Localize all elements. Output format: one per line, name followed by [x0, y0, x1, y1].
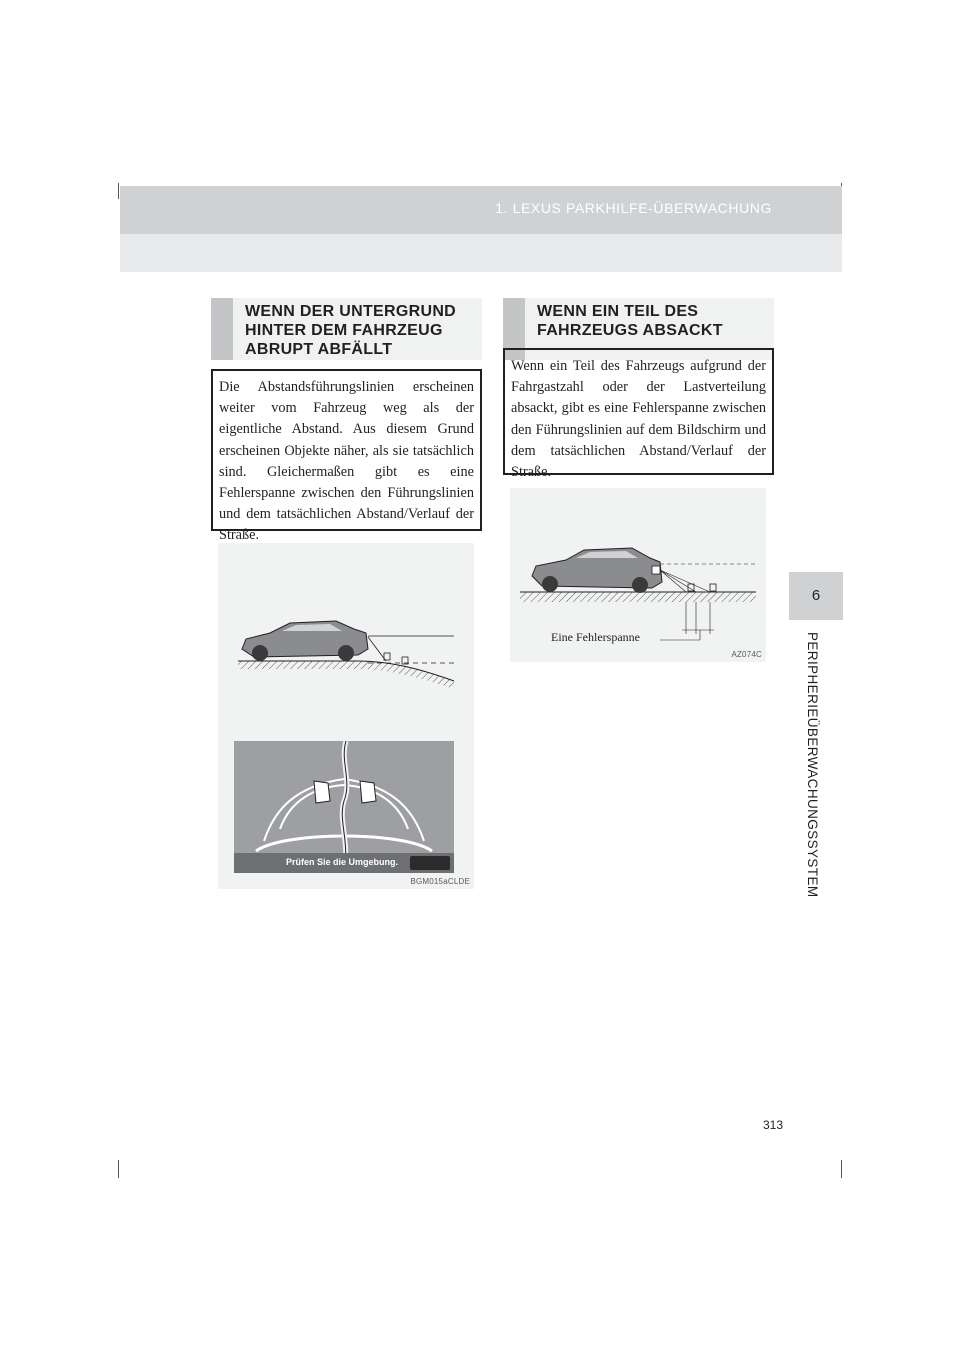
- right-figure: [510, 488, 766, 662]
- chapter-number: 6: [811, 587, 821, 604]
- crop-mark: [118, 183, 119, 199]
- figure-code: BGM015aCLDE: [410, 877, 470, 886]
- screen-message: Prüfen Sie die Umgebung.: [286, 857, 399, 867]
- left-body-text: Die Abstandsführungslinien erscheinen weiter vom Fahrzeug weg als der eigentliche Abstand. Aus diesem Grund erscheinen Objekte näher, als sie tatsächlich sind. Gleichermaßen gibt es eine Fehlerspanne zwischen den Führungslinien und dem tatsächlichen Abstand/Verlauf der Straße.: [211, 369, 482, 531]
- heading-line: WENN EIN TEIL DES: [537, 303, 699, 320]
- left-heading-text: [245, 302, 456, 359]
- crop-mark: [118, 1160, 119, 1178]
- figure-code: AZ074C: [731, 650, 762, 659]
- sensor-indicator-icon: [410, 856, 450, 870]
- header-title: 1. LEXUS PARKHILFE-ÜBERWACHUNG: [495, 200, 772, 216]
- heading-line: HINTER DEM FAHRZEUG: [245, 322, 443, 339]
- heading-bar: [211, 298, 233, 360]
- chapter-label: PERIPHERIEÜBERWACHUNGSSYSTEM: [805, 632, 820, 898]
- right-heading-text: [537, 302, 723, 340]
- heading-line: ABRUPT ABFÄLLT: [245, 341, 393, 358]
- header-bar: [120, 186, 842, 234]
- screen-status-bar: [234, 853, 454, 873]
- chapter-tab: [789, 572, 843, 620]
- heading-line: WENN DER UNTERGRUND: [245, 303, 457, 320]
- page-number: 313: [763, 1118, 784, 1132]
- error-margin-label: Eine Fehlerspanne: [551, 630, 640, 644]
- slope-car-illustration: [218, 543, 474, 713]
- left-figure: [218, 543, 474, 889]
- right-body-text: Wenn ein Teil des Fahrzeugs aufgrund der Fahrgastzahl oder der Lastverteilung absackt, gibt es eine Fehlerspanne zwischen den Führungslinien auf dem Bildschirm und dem tatsächlichen Abstand/Verlauf der Straße.: [503, 348, 774, 475]
- camera-screen: [234, 741, 454, 873]
- heading-line: FAHRZEUGS ABSACKT: [537, 322, 723, 339]
- left-section-heading: [211, 298, 482, 360]
- crop-mark: [841, 1160, 842, 1178]
- page-header: [120, 186, 842, 272]
